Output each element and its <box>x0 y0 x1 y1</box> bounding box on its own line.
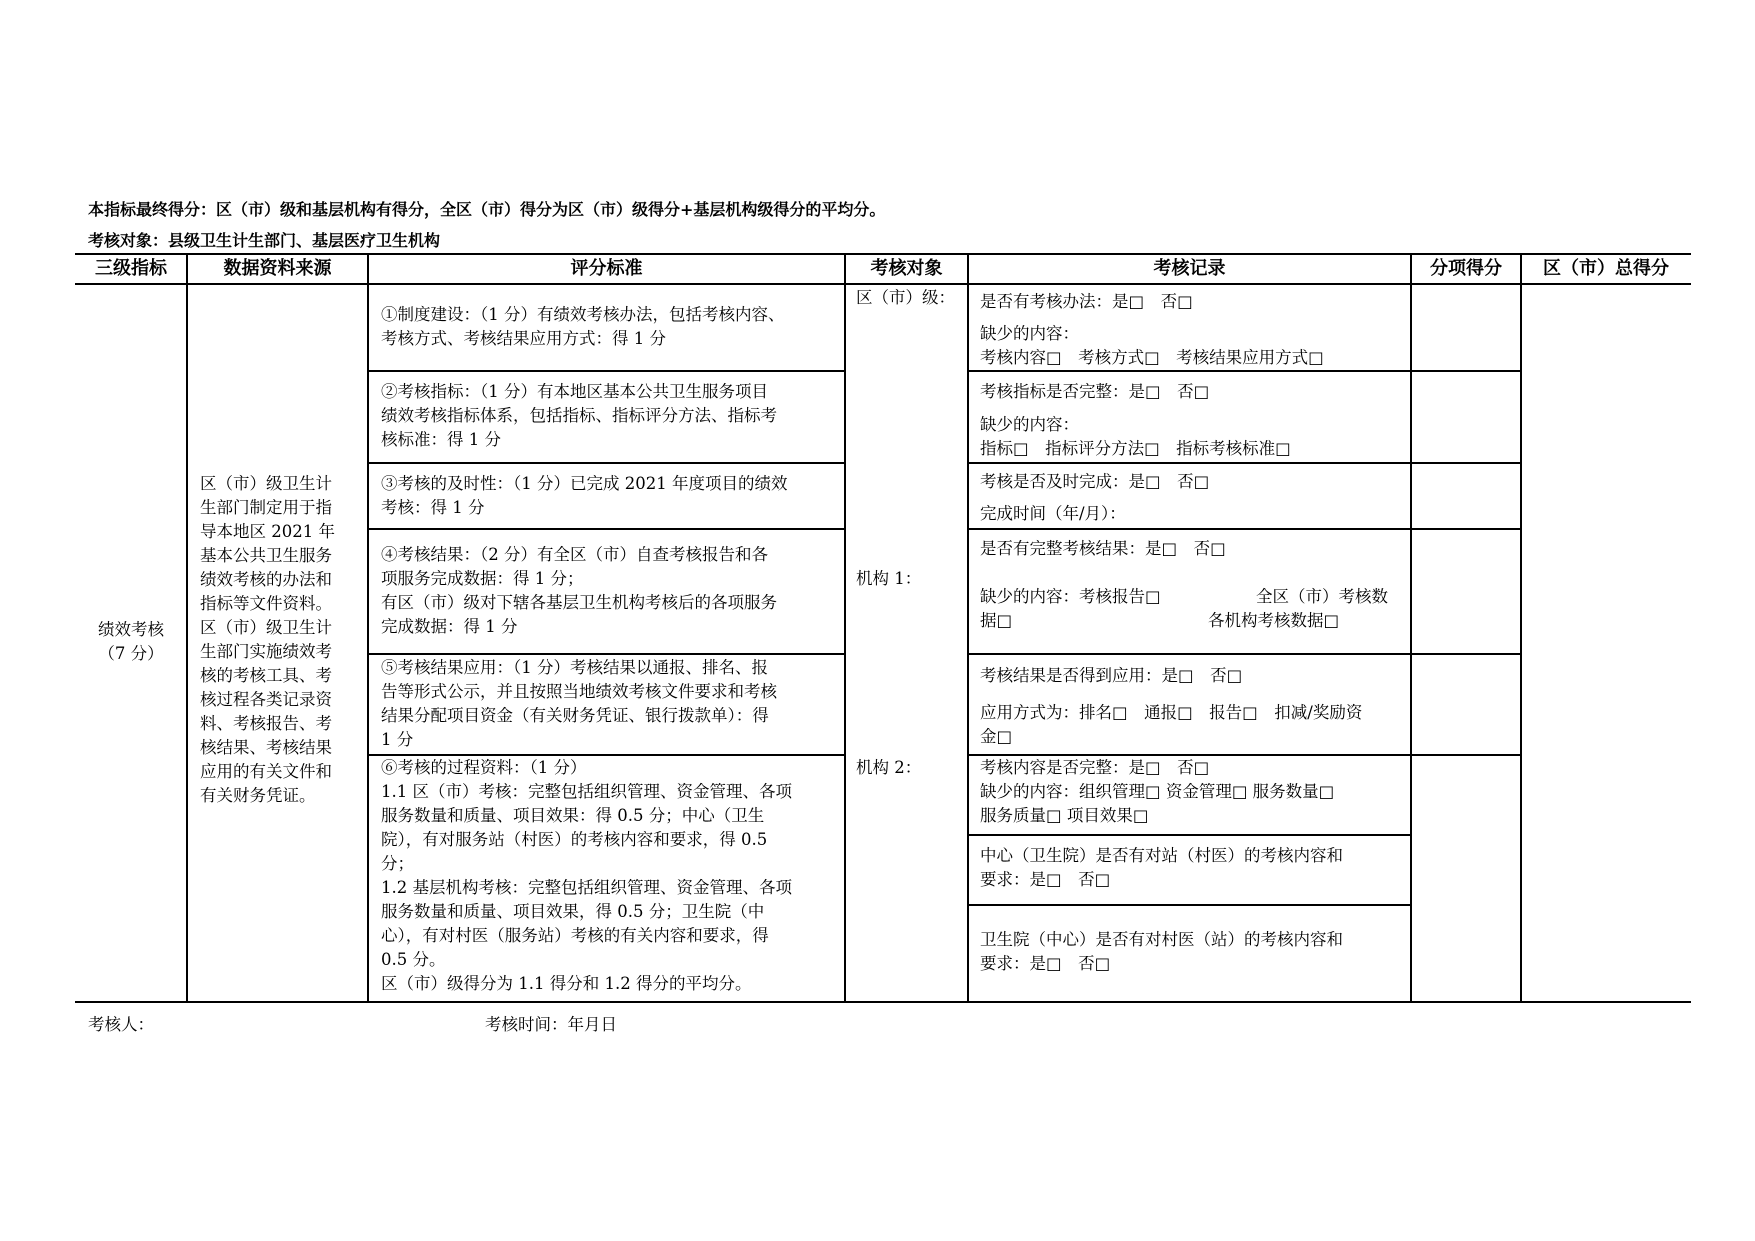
col-header-total-score: 区（市）总得分 <box>1543 258 1669 279</box>
target-institution-1: 机构 1： <box>856 569 922 588</box>
record-4-missing: 缺少的内容：考核报告□ <box>980 587 1161 606</box>
col-header-data-source: 数据资料来源 <box>223 258 332 279</box>
record-1-missing: 缺少的内容： 考核内容□ 考核方式□ 考核结果应用方式□ <box>980 324 1324 367</box>
assessment-target-note: 考核对象：县级卫生计生部门、基层医疗卫生机构 <box>88 231 441 250</box>
target-institution-2: 机构 2： <box>856 758 922 777</box>
record-4-district-data: 全区（市）考核数 <box>1256 587 1388 606</box>
record-4-institution-data: 各机构考核数据□ <box>1208 611 1340 630</box>
record-6-center: 中心（卫生院）是否有对站（村医）的考核内容和 要求：是□ 否□ <box>980 846 1343 889</box>
record-5-check: 考核结果是否得到应用：是□ 否□ <box>980 666 1243 685</box>
criterion-3: ③考核的及时性：（1 分）已完成 2021 年度项目的绩效 考核：得 1 分 <box>381 474 788 517</box>
record-5-method: 应用方式为：排名□ 通报□ 报告□ 扣减/奖励资 金□ <box>980 703 1363 746</box>
record-2-missing: 缺少的内容： 指标□ 指标评分方法□ 指标考核标准□ <box>980 415 1291 458</box>
record-3-check: 考核是否及时完成：是□ 否□ <box>980 472 1210 491</box>
record-4-district-data-cont: 据□ <box>980 611 1013 630</box>
criterion-4: ④考核结果：（2 分）有全区（市）自查考核报告和各 项服务完成数据：得 1 分； 有区（市）级对下辖各基层卫生机构考核后的各项服务 完成数据：得 1 分 <box>381 545 777 636</box>
col-header-indicator: 三级指标 <box>95 258 167 279</box>
scoring-note: 本指标最终得分：区（市）级和基层机构有得分，全区（市）得分为区（市）级得分+基层机构级得分的平均分。 <box>88 200 886 219</box>
criterion-5: ⑤考核结果应用：（1 分）考核结果以通报、排名、报 告等形式公示，并且按照当地绩效考核文件要求和考核 结果分配项目资金（有关财务凭证、银行拨款单）：得 1 分 <box>381 658 777 749</box>
record-1-check: 是否有考核办法：是□ 否□ <box>980 292 1193 311</box>
col-header-subscore: 分项得分 <box>1430 258 1502 279</box>
record-6-completeness: 考核内容是否完整：是□ 否□ 缺少的内容：组织管理□ 资金管理□ 服务数量□ 服务质量□ 项目效果□ <box>980 758 1335 825</box>
record-4-check: 是否有完整考核结果：是□ 否□ <box>980 539 1226 558</box>
record-3-time: 完成时间（年/月）： <box>980 504 1126 523</box>
criterion-6: ⑥考核的过程资料：（1 分） 1.1 区（市）考核：完整包括组织管理、资金管理、各项 服务数量和质量、项目效果：得 0.5 分；中心（卫生 院），有对服务站（村医）的考核内容和要求，得 0.5 分； 1.2 基层机构考核：完整包括组织管理、资金管理、各项 服务数量和质量、项目效果，得 0.5 分；卫生院（中 心），有对村医（服务站）考核的有关内容和要求，得 0.5 分。 区（市）级得分为 1.1 得分和 1.2 得分的平均分。 <box>381 758 792 993</box>
col-header-criteria: 评分标准 <box>570 258 643 279</box>
target-district: 区（市）级： <box>856 288 955 307</box>
indicator-name: 绩效考核 （7 分） <box>98 620 164 663</box>
data-source-text: 区（市）级卫生计 生部门制定用于指 导本地区 2021 年 基本公共卫生服务 绩效考核的办法和 指标等文件资料。 区（市）级卫生计 生部门实施绩效考 核的考核工具、考 核过程各类记录资 料、考核报告、考 核结果、考核结果 应用的有关文件和 有关财务凭证。 <box>200 474 335 805</box>
criterion-1: ①制度建设：（1 分）有绩效考核办法，包括考核内容、 考核方式、考核结果应用方式：得 1 分 <box>381 305 785 348</box>
record-2-check: 考核指标是否完整：是□ 否□ <box>980 382 1210 401</box>
assessment-time-label: 考核时间：年月日 <box>485 1015 617 1034</box>
col-header-record: 考核记录 <box>1153 258 1226 279</box>
criterion-2: ②考核指标：（1 分）有本地区基本公共卫生服务项目 绩效考核指标体系，包括指标、指标评分方法、指标考 核标准：得 1 分 <box>381 382 777 449</box>
record-6-health-center: 卫生院（中心）是否有对村医（站）的考核内容和 要求：是□ 否□ <box>980 930 1343 973</box>
assessor-label: 考核人： <box>88 1015 154 1034</box>
col-header-target: 考核对象 <box>870 258 943 279</box>
